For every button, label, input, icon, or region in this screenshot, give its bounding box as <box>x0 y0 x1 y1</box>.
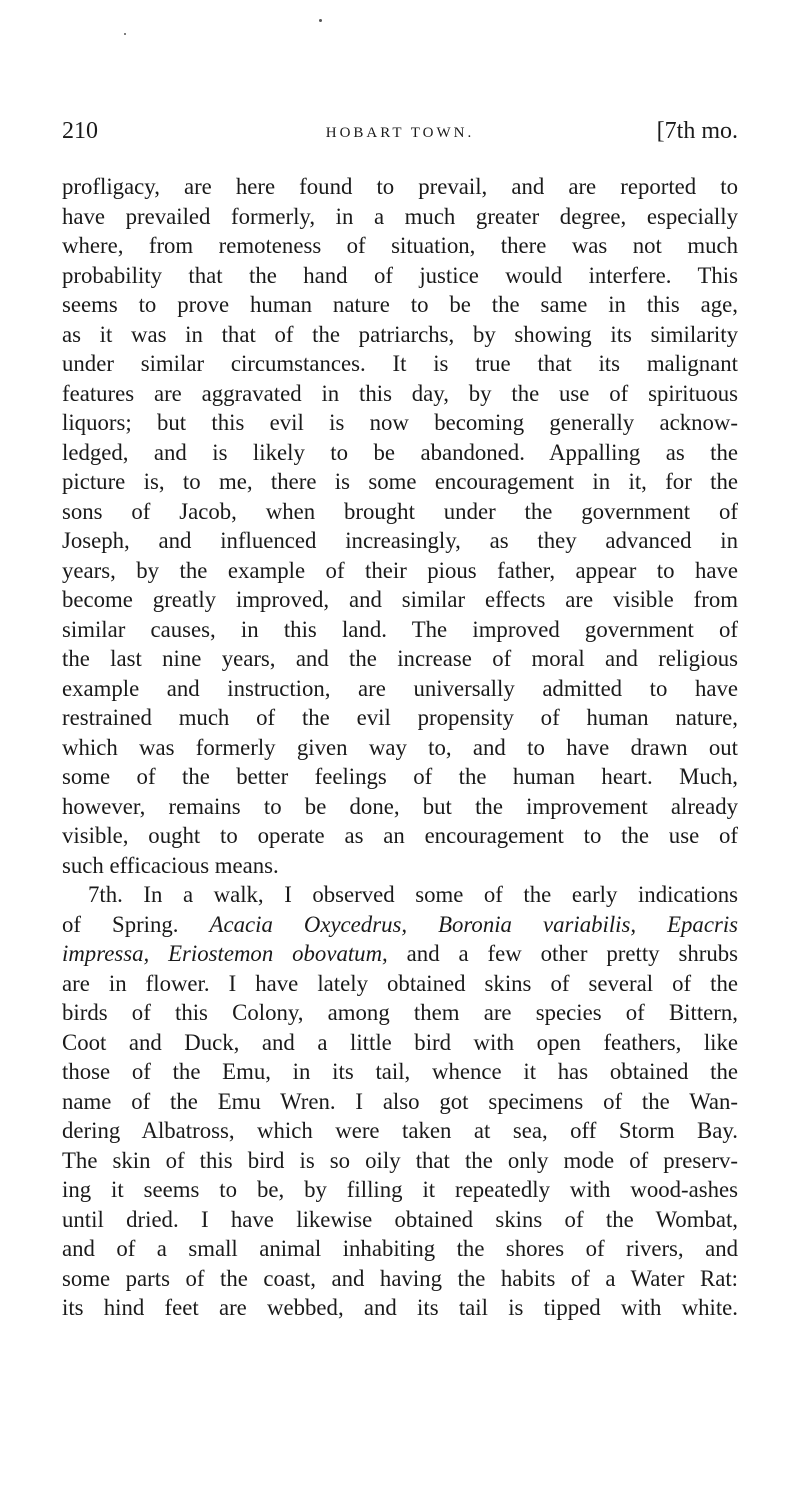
text-fragment: of Spring. <box>62 911 179 937</box>
text-line: where, from remoteness of situation, there was not much <box>62 233 738 258</box>
text-line: seems to prove human nature to be the same in this age, <box>62 292 738 317</box>
text-line: under similar circumstances. It is true that its malignant <box>62 351 738 376</box>
text-line: some of the better feelings of the human heart. Much, <box>62 764 738 789</box>
text-line: become greatly improved, and similar effects are visible from <box>62 587 738 612</box>
text-line: Joseph, and influenced increasingly, as they advanced in <box>62 528 738 553</box>
text-line: some parts of the coast, and having the habits of a Water Rat: <box>62 1265 738 1291</box>
body-text <box>62 172 738 1323</box>
text-line: as it was in that of the patriarchs, by showing its similarity <box>62 321 738 347</box>
species-name: Eriostemon obovatum, <box>168 941 388 966</box>
text-line: example and instruction, are universally admitted to have <box>62 675 738 701</box>
text-line: which was formerly given way to, and to have drawn out <box>62 734 738 760</box>
text-line: Coot and Duck, and a little bird with open feathers, like <box>62 1029 738 1055</box>
text-line <box>62 910 738 940</box>
print-speck <box>319 19 322 22</box>
species-name: Boronia variabilis, <box>438 911 637 937</box>
text-line: are in flower. I have lately obtained skins of several of the <box>62 970 738 996</box>
text-line: birds of this Colony, among them are species of Bittern, <box>62 1000 738 1025</box>
text-line: sons of Jacob, when brought under the government of <box>62 498 738 524</box>
text-line: restrained much of the evil propensity of human nature, <box>62 705 738 730</box>
text-line: probability that the hand of justice would interfere. This <box>62 262 738 288</box>
text-line: ledged, and is likely to be abandoned. Appalling as the <box>62 439 738 465</box>
species-name: impressa, <box>62 941 150 966</box>
text-line: have prevailed formerly, in a much greater degree, especially <box>62 203 738 229</box>
text-line: similar causes, in this land. The improved government of <box>62 616 738 642</box>
text-line: its hind feet are webbed, and its tail is tipped with white. <box>62 1295 738 1320</box>
paragraph-1 <box>62 172 738 880</box>
text-line <box>62 939 738 969</box>
text-line: dering Albatross, which were taken at sea, off Storm Bay. <box>62 1118 738 1143</box>
text-line: features are aggravated in this day, by the use of spirituous <box>62 380 738 406</box>
text-fragment: and a few other pretty shrubs <box>406 941 739 966</box>
species-name: Epacris <box>667 911 739 937</box>
text-line: name of the Emu Wren. I also got specimens of the Wan- <box>62 1088 738 1114</box>
text-line: and of a small animal inhabiting the shores of rivers, and <box>62 1236 738 1261</box>
text-line: profligacy, are here found to prevail, and are reported to <box>62 174 738 199</box>
page-header <box>62 118 738 152</box>
text-line: the last nine years, and the increase of moral and religious <box>62 646 738 671</box>
page-number: 210 <box>62 118 98 144</box>
species-name: Acacia Oxycedrus, <box>209 911 408 937</box>
text-line: until dried. I have likewise obtained skins of the Wombat, <box>62 1206 738 1232</box>
text-line: 7th. In a walk, I observed some of the early indications <box>88 882 738 907</box>
print-speck <box>124 33 126 35</box>
text-line: however, remains to be done, but the improvement already <box>62 793 738 819</box>
paragraph-2 <box>62 880 738 1323</box>
text-line: The skin of this bird is so oily that the only mode of preserv- <box>62 1147 738 1173</box>
text-line: picture is, to me, there is some encouragement in it, for the <box>62 469 738 494</box>
text-line: visible, ought to operate as an encouragement to the use of <box>62 823 738 848</box>
date-mark: [7th mo. <box>656 118 738 144</box>
text-line: years, by the example of their pious father, appear to have <box>62 557 738 583</box>
text-line: such efficacious means. <box>62 852 279 878</box>
text-line: ing it seems to be, by filling it repeatedly with wood-ashes <box>62 1177 738 1202</box>
text-line: liquors; but this evil is now becoming generally acknow- <box>62 410 738 435</box>
text-line: those of the Emu, in its tail, whence it has obtained the <box>62 1059 738 1084</box>
running-head: HOBART TOWN. <box>325 125 475 141</box>
